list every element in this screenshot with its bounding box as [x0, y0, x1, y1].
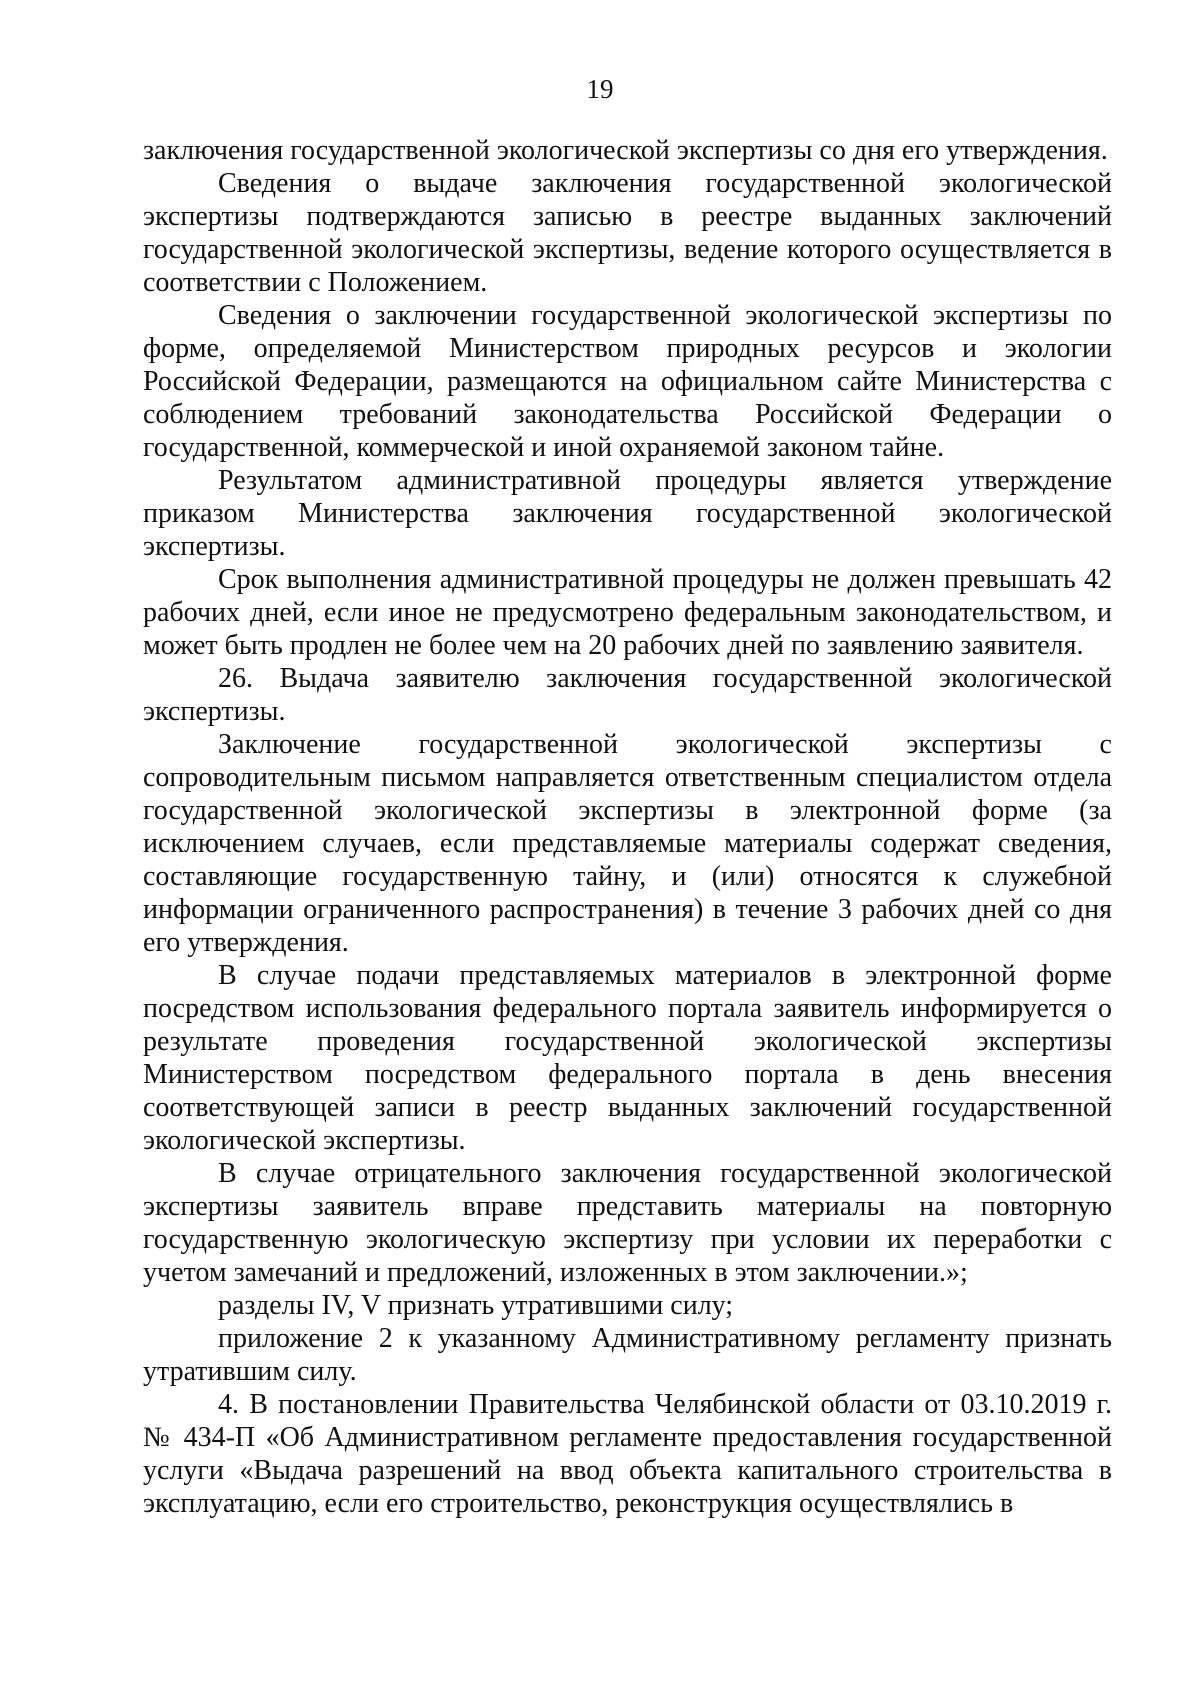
page-number: 19: [586, 74, 614, 104]
paragraph-11: приложение 2 к указанному Административному регламенту признать утратившим силу.: [143, 1323, 1112, 1387]
paragraph-4: Результатом административной процедуры является утверждение приказом Министерства заключения государственной экологической экспертизы.: [143, 465, 1112, 562]
paragraph-6: 26. Выдача заявителю заключения государственной экологической экспертизы.: [143, 663, 1112, 727]
paragraph-12: 4. В постановлении Правительства Челябинской области от 03.10.2019 г. № 434-П «Об Административном регламенте предоставления государственной услуги «Выдача разрешений на ввод объекта капитального строительства в эксплуатацию, если его строительство, реконструкция осуществлялись в: [143, 1389, 1112, 1519]
paragraph-10: разделы IV, V признать утратившими силу;: [218, 1290, 734, 1321]
paragraph-5: Срок выполнения административной процедуры не должен превышать 42 рабочих дней, если иное не предусмотрено федеральным законодательством, и может быть продлен не более чем на 20 рабочих дней по заявлению заявителя.: [143, 564, 1112, 661]
paragraph-2: Сведения о выдаче заключения государственной экологической экспертизы подтверждаются записью в реестре выданных заключений государственной экологической экспертизы, ведение которого осуществляется в соответствии с Положением.: [143, 168, 1112, 298]
paragraph-8: В случае подачи представляемых материалов в электронной форме посредством использования федерального портала заявитель информируется о результате проведения государственной экологической экспертизы Министерством посредством федерального портала в день внесения соответствующей записи в реестр выданных заключений государственной экологической экспертизы.: [143, 960, 1112, 1156]
paragraph-3: Сведения о заключении государственной экологической экспертизы по форме, определяемой Министерством природных ресурсов и экологии Российской Федерации, размещаются на официальном сайте Министерства с соблюдением требований законодательства Российской Федерации о государственной, коммерческой и иной охраняемой законом тайне.: [143, 300, 1112, 463]
paragraph-9: В случае отрицательного заключения государственной экологической экспертизы заявитель вправе представить материалы на повторную государственную экологическую экспертизу при условии их переработки с учетом замечаний и предложений, изложенных в этом заключении.»;: [143, 1158, 1112, 1288]
paragraph-7: Заключение государственной экологической экспертизы с сопроводительным письмом направляется ответственным специалистом отдела государственной экологической экспертизы в электронной форме (за исключением случаев, если представляемые материалы содержат сведения, составляющие государственную тайну, и (или) относятся к служебной информации ограниченного распространения) в течение 3 рабочих дней со дня его утверждения.: [143, 729, 1112, 958]
paragraph-1: заключения государственной экологической экспертизы со дня его утверждения.: [143, 135, 1108, 166]
document-body: [143, 134, 1112, 1520]
